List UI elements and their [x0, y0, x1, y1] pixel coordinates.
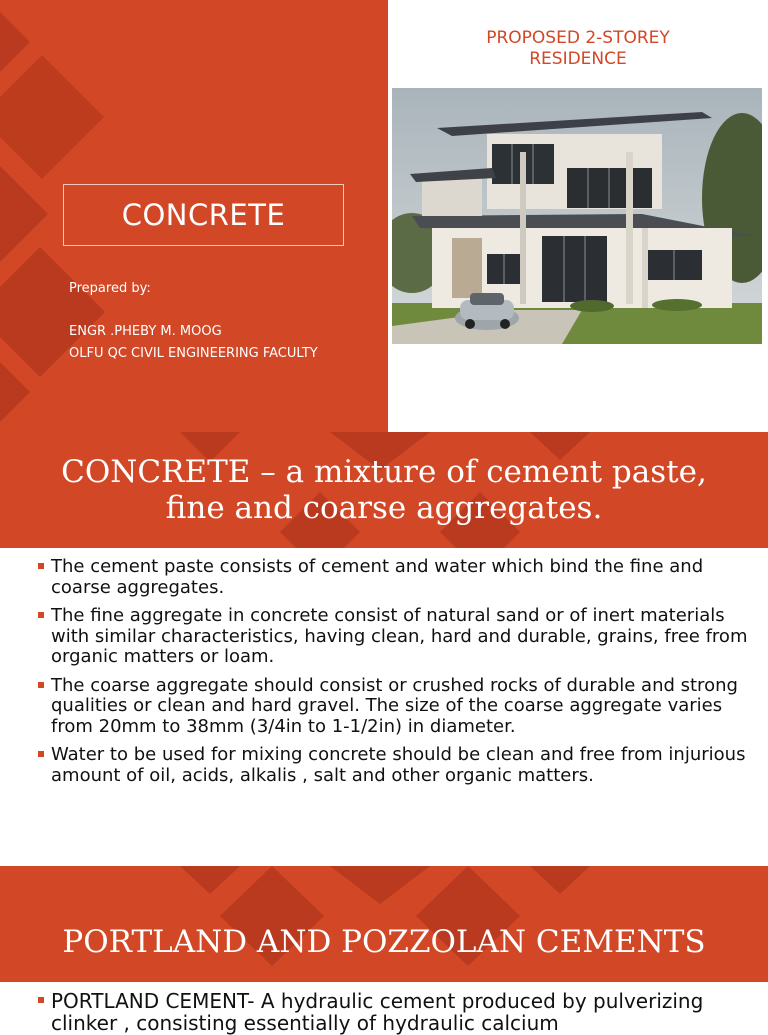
concrete-definition-banner — [0, 432, 768, 548]
author-name: ENGR .PHEBY M. MOOG — [69, 324, 222, 339]
slide-heading: PORTLAND AND POZZOLAN CEMENTS — [62, 924, 706, 960]
list-item — [38, 676, 750, 738]
title-panel — [0, 0, 388, 432]
list-item — [38, 745, 750, 786]
proposal-caption — [392, 28, 764, 70]
bullet-square-icon — [38, 612, 44, 618]
proposal-line-1: PROPOSED 2-STOREY — [486, 28, 670, 48]
slide-title: CONCRETE — [121, 198, 286, 232]
proposal-line-2: RESIDENCE — [529, 49, 627, 69]
bullet-text: The fine aggregate in concrete consist of natural sand or of inert materials with similar characteristics, having clean, hard and durable, grains, free from organic matters or loam. — [51, 605, 748, 667]
title-slide — [0, 0, 768, 432]
bullet-square-icon — [38, 751, 44, 757]
bullet-text: The cement paste consists of cement and water which bind the fine and coarse aggregates. — [51, 556, 704, 598]
concrete-bullet-list — [38, 557, 750, 794]
bullet-square-icon — [38, 682, 44, 688]
title-box — [63, 184, 344, 246]
cements-bullet-list — [38, 990, 750, 1034]
bullet-text: Water to be used for mixing concrete should be clean and free from injurious amount of oil, acids, alkalis , salt and other organic matters. — [51, 744, 746, 786]
author-affiliation: OLFU QC CIVIL ENGINEERING FACULTY — [69, 346, 318, 361]
list-item — [38, 990, 750, 1034]
prepared-by-label: Prepared by: — [69, 281, 151, 296]
house-rendering-image — [392, 88, 762, 344]
bullet-text: PORTLAND CEMENT- A hydraulic cement produced by pulverizing clinker , consisting essentially of hydraulic calcium — [51, 989, 704, 1035]
heading-line-1: CONCRETE – a mixture of cement paste, — [61, 454, 707, 490]
list-item — [38, 606, 750, 668]
bullet-square-icon — [38, 997, 44, 1003]
slide-heading — [0, 432, 768, 548]
heading-line-2: fine and coarse aggregates. — [165, 490, 603, 526]
list-item — [38, 557, 750, 598]
bullet-square-icon — [38, 563, 44, 569]
bullet-text: The coarse aggregate should consist or crushed rocks of durable and strong qualities or clean and hard gravel. The size of the coarse aggregate varies from 20mm to 38mm (3/4in to 1-1/2in) in diameter. — [51, 674, 738, 737]
cements-banner — [0, 866, 768, 982]
